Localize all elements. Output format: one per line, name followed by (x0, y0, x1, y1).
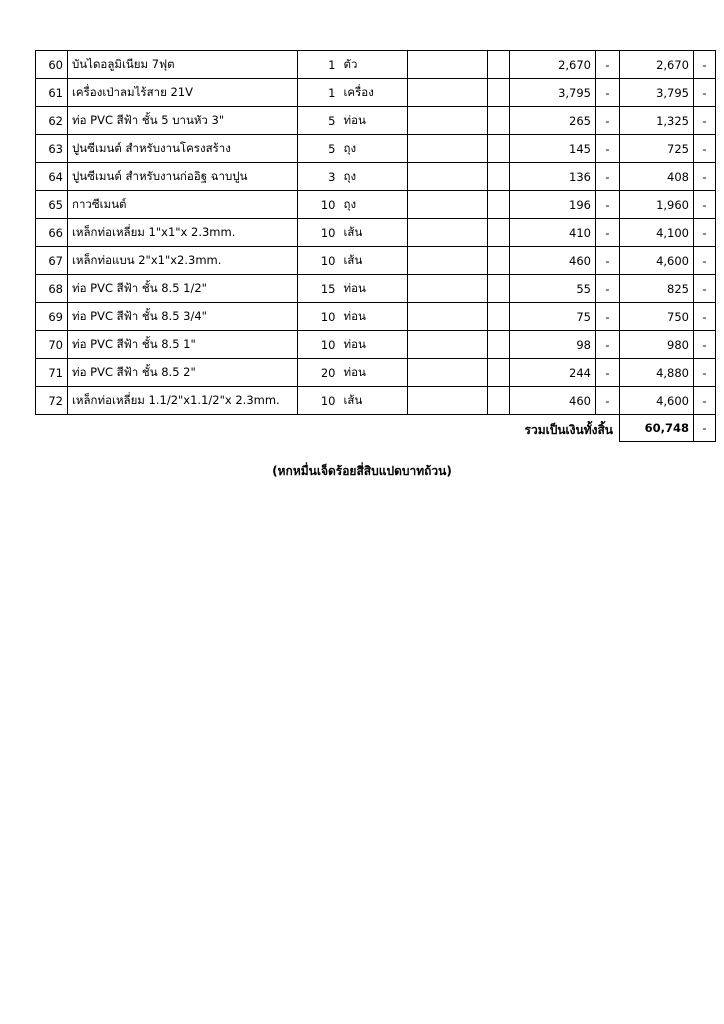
table-row (36, 331, 716, 359)
table-row (36, 191, 716, 219)
unit-price: 2,670 (510, 51, 596, 79)
item-unit: เส้น (340, 219, 408, 247)
blank-cell (488, 163, 510, 191)
item-quantity: 3 (298, 163, 340, 191)
item-number: 64 (36, 163, 68, 191)
blank-cell (408, 219, 488, 247)
blank-cell (408, 387, 488, 415)
item-number: 61 (36, 79, 68, 107)
item-description: ท่อ PVC สีฟ้า ชั้น 8.5 3/4" (68, 303, 298, 331)
unit-price-satang: - (596, 135, 620, 163)
line-amount: 825 (620, 275, 694, 303)
item-unit: เครื่อง (340, 79, 408, 107)
item-unit: ถุง (340, 163, 408, 191)
blank-cell (488, 107, 510, 135)
blank-cell (408, 247, 488, 275)
item-quantity: 10 (298, 219, 340, 247)
unit-price: 145 (510, 135, 596, 163)
line-amount: 2,670 (620, 51, 694, 79)
unit-price-satang: - (596, 191, 620, 219)
line-amount-satang: - (694, 387, 716, 415)
item-quantity: 5 (298, 135, 340, 163)
line-amount: 1,325 (620, 107, 694, 135)
unit-price-satang: - (596, 163, 620, 191)
line-amount: 4,600 (620, 387, 694, 415)
blank-cell (408, 79, 488, 107)
line-amount-satang: - (694, 331, 716, 359)
unit-price: 410 (510, 219, 596, 247)
item-unit: ท่อน (340, 359, 408, 387)
item-description: ปูนซีเมนต์ สำหรับงานก่ออิฐ ฉาบปูน (68, 163, 298, 191)
item-description: ท่อ PVC สีฟ้า ชั้น 8.5 1/2" (68, 275, 298, 303)
item-quantity: 5 (298, 107, 340, 135)
blank-cell (488, 275, 510, 303)
item-number: 65 (36, 191, 68, 219)
line-amount-satang: - (694, 79, 716, 107)
total-label: รวมเป็นเงินทั้งสิ้น (524, 423, 613, 437)
unit-price: 55 (510, 275, 596, 303)
total-dash: - (694, 415, 716, 442)
table-row (36, 387, 716, 415)
line-amount: 980 (620, 331, 694, 359)
blank-cell (408, 303, 488, 331)
blank-cell (488, 331, 510, 359)
item-description: บันไดอลูมิเนียม 7ฟุต (68, 51, 298, 79)
line-amount-satang: - (694, 163, 716, 191)
unit-price-satang: - (596, 107, 620, 135)
unit-price-satang: - (596, 359, 620, 387)
item-quantity: 1 (298, 51, 340, 79)
table-row (36, 303, 716, 331)
item-number: 66 (36, 219, 68, 247)
line-amount-satang: - (694, 191, 716, 219)
unit-price: 136 (510, 163, 596, 191)
item-quantity: 20 (298, 359, 340, 387)
blank-cell (488, 359, 510, 387)
total-row (36, 415, 716, 442)
line-amount-satang: - (694, 359, 716, 387)
blank-cell (488, 191, 510, 219)
blank-cell (408, 107, 488, 135)
line-amount: 4,600 (620, 247, 694, 275)
line-amount: 4,880 (620, 359, 694, 387)
blank-cell (408, 275, 488, 303)
table-row (36, 219, 716, 247)
line-amount: 750 (620, 303, 694, 331)
blank-cell (408, 191, 488, 219)
item-number: 60 (36, 51, 68, 79)
item-number: 63 (36, 135, 68, 163)
item-unit: ท่อน (340, 303, 408, 331)
line-amount-satang: - (694, 135, 716, 163)
unit-price-satang: - (596, 331, 620, 359)
item-description: ท่อ PVC สีฟ้า ชั้น 8.5 2" (68, 359, 298, 387)
line-amount-satang: - (694, 275, 716, 303)
item-unit: ตัว (340, 51, 408, 79)
blank-cell (488, 219, 510, 247)
blank-cell (408, 135, 488, 163)
item-number: 69 (36, 303, 68, 331)
item-unit: ท่อน (340, 331, 408, 359)
line-amount-satang: - (694, 107, 716, 135)
table-row (36, 359, 716, 387)
unit-price-satang: - (596, 51, 620, 79)
unit-price: 244 (510, 359, 596, 387)
total-value: 60,748 (620, 415, 694, 442)
unit-price: 196 (510, 191, 596, 219)
item-number: 70 (36, 331, 68, 359)
blank-cell (488, 247, 510, 275)
unit-price: 460 (510, 387, 596, 415)
blank-cell (488, 303, 510, 331)
unit-price: 460 (510, 247, 596, 275)
unit-price-satang: - (596, 387, 620, 415)
table-row (36, 275, 716, 303)
unit-price-satang: - (596, 303, 620, 331)
unit-price: 265 (510, 107, 596, 135)
unit-price: 3,795 (510, 79, 596, 107)
line-amount: 725 (620, 135, 694, 163)
blank-cell (408, 51, 488, 79)
line-amount: 3,795 (620, 79, 694, 107)
unit-price-satang: - (596, 219, 620, 247)
item-number: 71 (36, 359, 68, 387)
item-description: ท่อ PVC สีฟ้า ชั้น 8.5 1" (68, 331, 298, 359)
item-quantity: 15 (298, 275, 340, 303)
item-description: เครื่องเป่าลมไร้สาย 21V (68, 79, 298, 107)
line-amount-satang: - (694, 51, 716, 79)
blank-cell (488, 135, 510, 163)
line-amount: 4,100 (620, 219, 694, 247)
item-description: ปูนซีเมนต์ สำหรับงานโครงสร้าง (68, 135, 298, 163)
table-row (36, 163, 716, 191)
line-amount: 408 (620, 163, 694, 191)
item-quantity: 10 (298, 303, 340, 331)
amount-in-words: (หกหมื่นเจ็ดร้อยสี่สิบแปดบาทถ้วน) (272, 464, 452, 478)
unit-price-satang: - (596, 275, 620, 303)
item-quantity: 1 (298, 79, 340, 107)
blank-cell (408, 359, 488, 387)
blank-cell (408, 163, 488, 191)
items-table-body (36, 51, 716, 415)
item-number: 67 (36, 247, 68, 275)
item-unit: ท่อน (340, 275, 408, 303)
blank-cell (488, 51, 510, 79)
blank-cell (488, 79, 510, 107)
blank-cell (488, 387, 510, 415)
line-amount-satang: - (694, 303, 716, 331)
item-number: 72 (36, 387, 68, 415)
unit-price: 75 (510, 303, 596, 331)
item-number: 62 (36, 107, 68, 135)
table-row (36, 247, 716, 275)
item-description: เหล็กท่อเหลี่ยม 1.1/2"x1.1/2"x 2.3mm. (68, 387, 298, 415)
line-amount-satang: - (694, 219, 716, 247)
line-amount-satang: - (694, 247, 716, 275)
item-unit: เส้น (340, 387, 408, 415)
unit-price-satang: - (596, 247, 620, 275)
item-description: ท่อ PVC สีฟ้า ชั้น 5 บานหัว 3" (68, 107, 298, 135)
item-quantity: 10 (298, 191, 340, 219)
item-unit: ถุง (340, 135, 408, 163)
table-row (36, 107, 716, 135)
unit-price-satang: - (596, 79, 620, 107)
item-unit: ถุง (340, 191, 408, 219)
item-quantity: 10 (298, 247, 340, 275)
item-description: กาวซีเมนต์ (68, 191, 298, 219)
line-amount: 1,960 (620, 191, 694, 219)
item-quantity: 10 (298, 387, 340, 415)
blank-cell (408, 331, 488, 359)
item-unit: เส้น (340, 247, 408, 275)
table-row (36, 79, 716, 107)
item-unit: ท่อน (340, 107, 408, 135)
table-row (36, 135, 716, 163)
item-description: เหล็กท่อแบน 2"x1"x2.3mm. (68, 247, 298, 275)
table-row (36, 51, 716, 79)
items-table (35, 50, 716, 442)
unit-price: 98 (510, 331, 596, 359)
item-quantity: 10 (298, 331, 340, 359)
item-number: 68 (36, 275, 68, 303)
item-description: เหล็กท่อเหลี่ยม 1"x1"x 2.3mm. (68, 219, 298, 247)
